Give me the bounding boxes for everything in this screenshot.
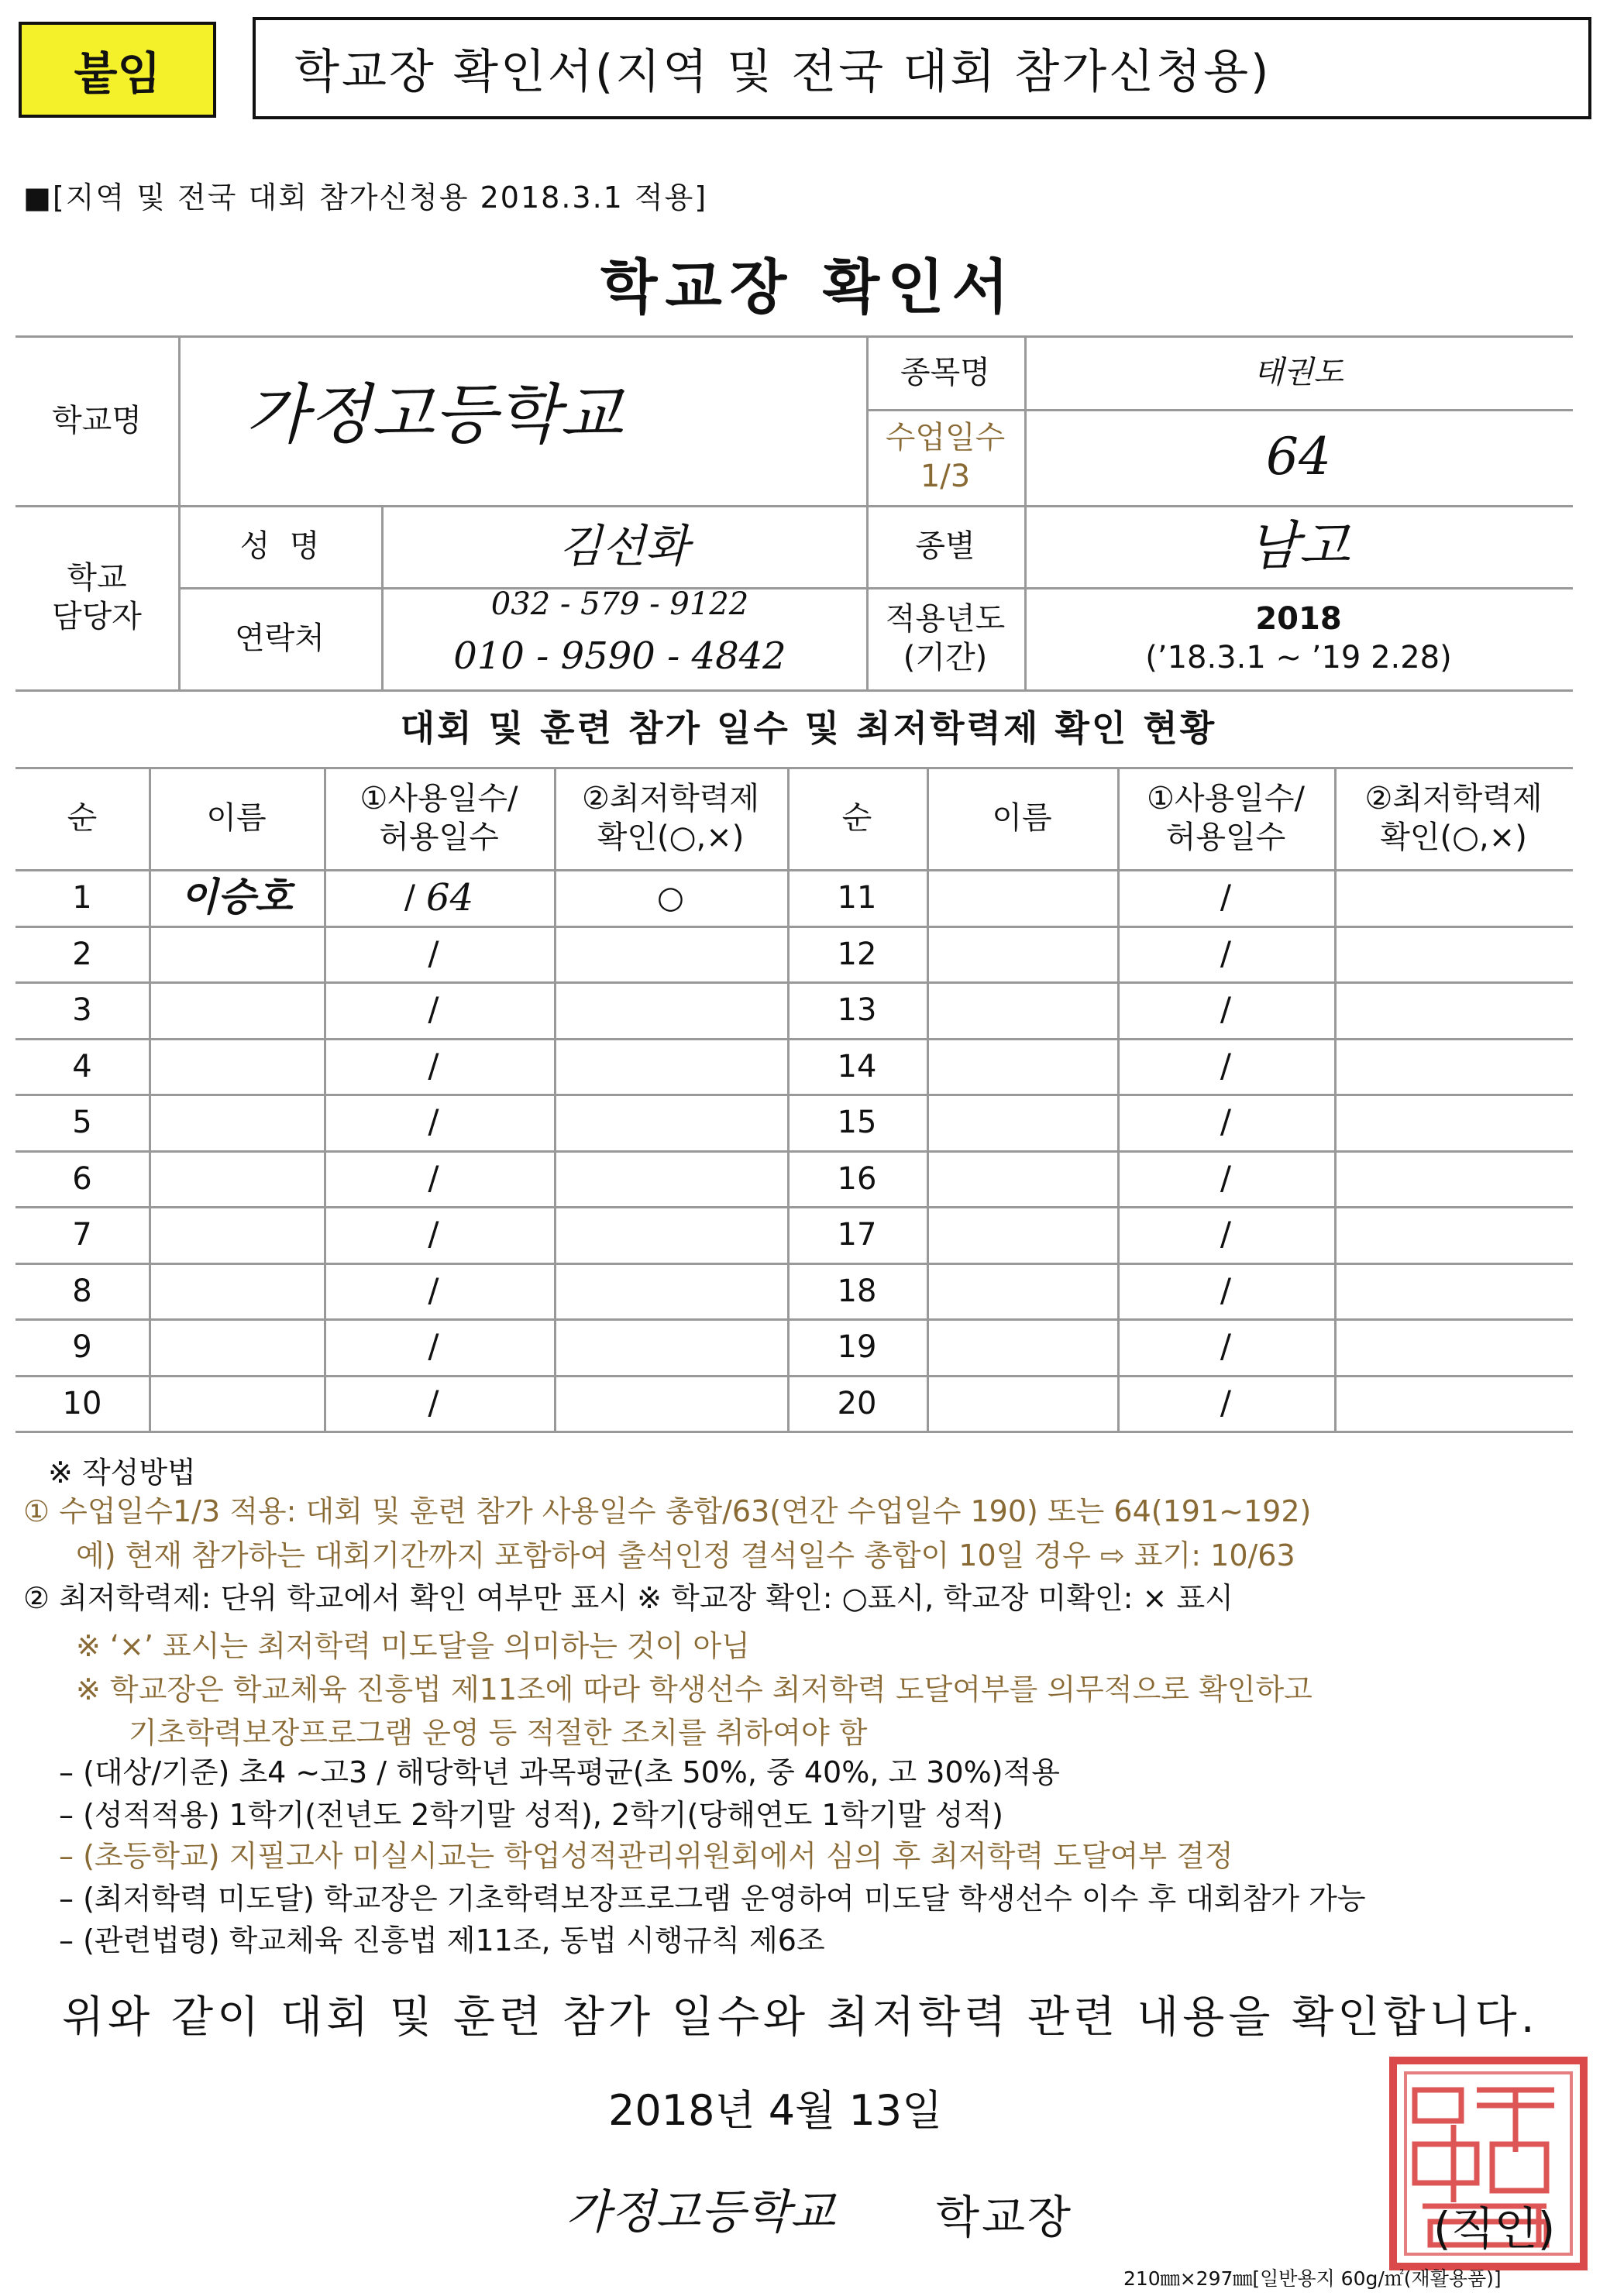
name-label: 성 명 [239,528,320,564]
row-days-slash: / [1220,1159,1232,1198]
row-number: 3 [72,992,92,1028]
applied-note: ■[지역 및 전국 대회 참가신청용 2018.3.1 적용] [23,180,708,215]
row-days [324,1263,554,1319]
row-check [1334,1375,1573,1432]
row-check [1334,1150,1573,1207]
row-check [554,1318,787,1375]
row-name [927,1038,1117,1095]
class-days-value: 64 [1266,426,1331,486]
row-name [927,1206,1117,1263]
row-number: 6 [72,1160,92,1197]
row-days [324,1375,554,1432]
row-name [149,1206,324,1263]
note-detail-4: – (최저학력 미도달) 학교장은 기초학력보장프로그램 운영하여 미도달 학생선수 이수 후 대회참가 가능 [59,1882,1366,1916]
row-name [149,926,324,982]
row-check [554,926,787,982]
name-value: 김선화 [558,519,690,572]
header-no-right: 순 [841,800,872,836]
row-number: 5 [72,1104,92,1140]
row-days-slash: / [1220,1215,1232,1253]
school-label: 학교명 [52,402,142,438]
staff-label-line2: 담당자 [52,599,142,634]
header-name-right: 이름 [992,800,1052,836]
row-days-slash: / [1220,1102,1232,1141]
row-days-slash: / [1220,1047,1232,1085]
row-days-slash: / [428,1215,439,1253]
row-name [927,1094,1117,1150]
row-check [1334,981,1573,1038]
row-check [554,1206,787,1263]
row-name [149,1263,324,1319]
note-detail-2: – (성적적용) 1학기(전년도 2학기말 성적), 2학기(당해연도 1학기말 성적) [59,1798,1003,1832]
row-check [554,1038,787,1095]
row-check [1334,1038,1573,1095]
row-number: 15 [837,1104,877,1140]
row-days-slash: / [1220,1327,1232,1366]
row-days-slash: / [428,990,439,1029]
row-name [927,1263,1117,1319]
header-no-left: 순 [67,800,98,836]
sport-value: 태권도 [1254,354,1343,390]
row-days-slash: / [428,1102,439,1141]
row-number: 1 [72,879,92,916]
seal-label: (직인) [1433,2202,1556,2255]
row-number: 11 [837,879,877,916]
row-days-slash: / [404,878,416,916]
school-value: 가정고등학교 [245,376,623,452]
note-detail-5: – (관련법령) 학교체육 진흥법 제11조, 동법 시행규칙 제6조 [59,1923,825,1957]
note-3: ※ ‘×’ 표시는 최저학력 미도달을 의미하는 것이 아님 [76,1629,750,1663]
sport-label: 종목명 [900,354,990,390]
note-4b: 기초학력보장프로그램 운영 등 적절한 조치를 취하여야 함 [129,1716,868,1750]
row-name [927,926,1117,982]
contact-value-1: 032 - 579 - 9122 [490,586,749,622]
header-check-right-line1: ②최저학력제 [1364,781,1543,816]
notes-heading: ※ 작성방법 [48,1456,196,1490]
row-days [324,926,554,982]
row-check [1334,1094,1573,1150]
row-number: 13 [837,992,877,1028]
header-check-right [1334,767,1573,869]
header-check-left-line1: ②최저학력제 [581,781,760,816]
row-check [1334,869,1573,926]
form-title: 학교장 확인서 [600,253,1017,321]
row-days [324,1038,554,1095]
row-name [149,1150,324,1207]
category-value: 남고 [1247,515,1350,577]
row-number: 8 [72,1273,92,1309]
year-value-line2: (’18.3.1 ~ ’19 2.28) [1145,640,1452,675]
confirmation-date: 2018년 4월 13일 [608,2086,943,2135]
status-title: 대회 및 훈련 참가 일수 및 최저학력제 확인 현황 [400,707,1217,750]
header-days-left-line2: 허용일수 [379,820,499,855]
signing-school: 가정고등학교 [566,2185,835,2239]
note-2: ② 최저학력제: 단위 학교에서 확인 여부만 표시 ※ 학교장 확인: ○표시, 학교장 미확인: × 표시 [23,1581,1233,1615]
year-label [866,587,1024,689]
year-value [1024,587,1573,689]
header-name-left: 이름 [206,800,267,836]
category-label: 종별 [915,528,975,564]
header-check-left-line2: 확인(○,×) [597,820,745,855]
note-detail-3: – (초등학교) 지필고사 미실시교는 학업성적관리위원회에서 심의 후 최저학력 도달여부 결정 [59,1839,1233,1873]
header-days-left-line1: ①사용일수/ [360,781,518,816]
year-label-line1: 적용년도 [885,601,1006,637]
row-check [1334,1263,1573,1319]
row-name [149,981,324,1038]
row-check [554,1375,787,1432]
staff-label [15,505,178,689]
row-check [1334,1318,1573,1375]
row-days-slash: / [428,1047,439,1085]
header-check-right-line2: 확인(○,×) [1380,820,1527,855]
row-check [554,1094,787,1150]
attachment-label: 붙임 [19,22,216,118]
row-number: 2 [72,936,92,972]
row-name [927,1150,1117,1207]
class-days-label-line2: 1/3 [920,459,971,494]
row-check [554,981,787,1038]
header-days-right-line2: 허용일수 [1165,820,1286,855]
row-number: 18 [837,1273,877,1309]
row-check [1334,1206,1573,1263]
row-days-slash: / [428,1271,439,1310]
row-days-slash: / [1220,990,1232,1029]
row-name [927,981,1117,1038]
row-check [554,1263,787,1319]
confirmation-statement: 위와 같이 대회 및 훈련 참가 일수와 최저학력 관련 내용을 확인합니다. [62,1992,1539,2043]
year-label-line2: (기간) [903,640,988,675]
row-days [324,1094,554,1150]
row-name [149,1318,324,1375]
contact-value-2: 010 - 9590 - 4842 [453,634,786,678]
note-1a: ① 수업일수1/3 적용: 대회 및 훈련 참가 사용일수 총합/63(연간 수업일수 190) 또는 64(191~192) [23,1494,1312,1528]
row-number: 4 [72,1048,92,1084]
row-days [324,1318,554,1375]
row-days-slash: / [428,1159,439,1198]
row-days-slash: / [428,1327,439,1366]
staff-label-line1: 학교 [67,560,127,596]
row-days [324,869,554,926]
row-check [554,1150,787,1207]
row-days-value: 64 [426,875,474,919]
header-days-left [324,767,554,869]
row-check [1334,926,1573,982]
row-name [149,1038,324,1095]
row-number: 10 [62,1385,102,1421]
row-name: 이승호 [180,874,293,920]
row-name [927,1375,1117,1432]
row-days [324,981,554,1038]
header-check-left [554,767,787,869]
row-check: ○ [657,879,684,916]
row-days-slash: / [1220,1383,1232,1422]
header-title: 학교장 확인서(지역 및 전국 대회 참가신청용) [253,17,1591,119]
note-4a: ※ 학교장은 학교체육 진흥법 제11조에 따라 학생선수 최저학력 도달여부를 의무적으로 확인하고 [76,1672,1313,1707]
row-days [324,1206,554,1263]
principal-label: 학교장 [936,2191,1074,2243]
row-number: 7 [72,1216,92,1253]
row-days-slash: / [1220,934,1232,973]
row-name [149,1375,324,1432]
note-detail-1: – (대상/기준) 초4 ~고3 / 해당학년 과목평균(초 50%, 중 40%, 고 30%)적용 [59,1755,1060,1789]
row-number: 12 [837,936,877,972]
paper-spec: 210㎜×297㎜[일반용지 60g/㎡(재활용품)] [1123,2267,1502,2290]
note-1b: 예) 현재 참가하는 대회기간까지 포함하여 출석인정 결석일수 총합이 10일 경우 ⇨ 표기: 10/63 [76,1538,1295,1572]
row-name [927,1318,1117,1375]
row-days [324,1150,554,1207]
header-days-right [1117,767,1334,869]
row-days-slash: / [1220,1271,1232,1310]
row-number: 14 [837,1048,877,1084]
row-name [927,869,1117,926]
row-name [149,1094,324,1150]
contact-label: 연락처 [235,620,325,656]
row-days-slash: / [1220,878,1232,916]
row-number: 20 [837,1385,877,1421]
row-number: 9 [72,1328,92,1365]
header-days-right-line1: ①사용일수/ [1147,781,1305,816]
row-number: 16 [837,1160,877,1197]
year-value-line1: 2018 [1255,601,1342,637]
row-days-slash: / [428,934,439,973]
class-days-label [866,409,1024,505]
row-days-slash: / [428,1383,439,1422]
class-days-label-line1: 수업일수 [885,420,1006,455]
row-number: 19 [837,1328,877,1365]
row-number: 17 [837,1216,877,1253]
